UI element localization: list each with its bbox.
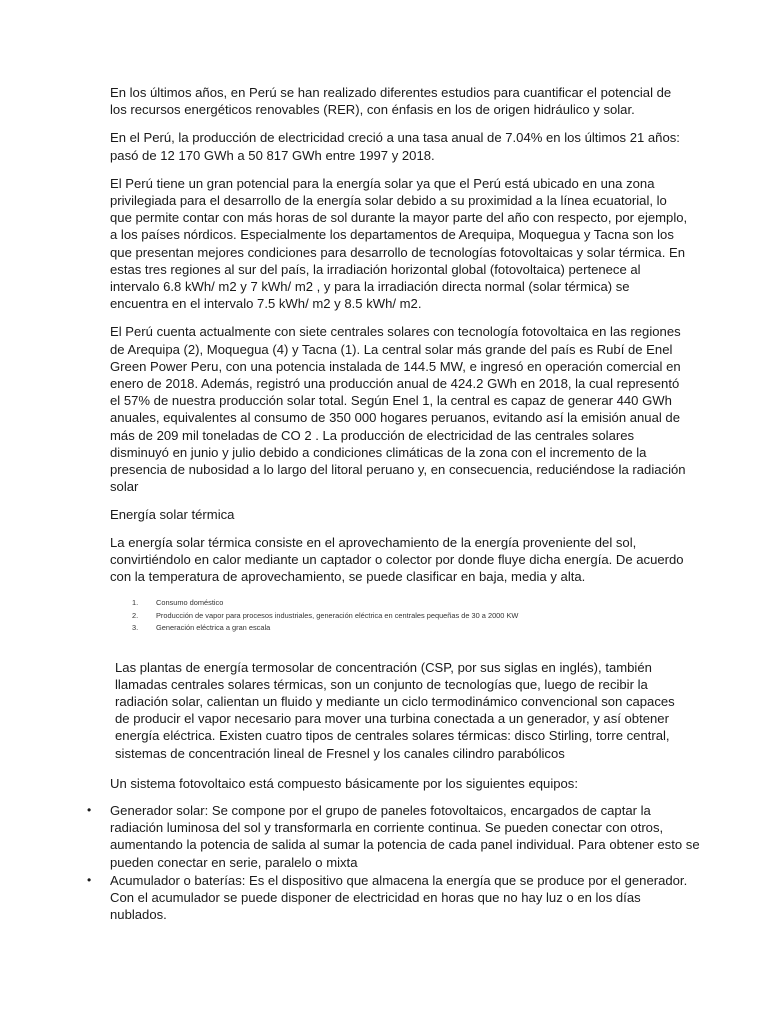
paragraph-solar-thermal: La energía solar térmica consiste en el aprovechamiento de la energía proveniente del sol, convirtiéndolo en calor mediante un captador o colector por donde fluye dicha energía. De acuerdo con la temperatura de aprovechamiento, se puede clasificar en baja, media y alta. <box>110 534 684 585</box>
bullet-icon: • <box>87 802 92 817</box>
bullet-item <box>87 872 700 924</box>
list-number: 1. <box>132 598 139 608</box>
list-item <box>110 610 690 622</box>
list-item-text: Generación eléctrica a gran escala <box>156 623 271 633</box>
paragraph-solar-plants: El Perú cuenta actualmente con siete centrales solares con tecnología fotovoltaica en las regiones de Arequipa (2), Moquegua (4) y Tacna (1). La central solar más grande del país es Rubí de Enel Green Power Peru, con una potencia instalada de 144.5 MW, e ingresó en operación comercial en enero de 2018. Además, registró una producción anual de 424.2 GWh en 2018, la cual representó el 57% de nuestra producción solar total. Según Enel 1, la central es capaz de generar 440 GWh anuales, equivalentes al consumo de 350 000 hogares peruanos, evitando así la emisión anual de más de 209 mil toneladas de CO 2 . La producción de electricidad de las centrales solares disminuyó en junio y julio debido a condiciones climáticas de la zona con el incremento de la presencia de nubosidad a lo largo del litoral peruano y, en consecuencia, reduciéndose la radiación solar <box>110 324 686 495</box>
list-item <box>110 597 690 609</box>
list-item <box>110 622 690 634</box>
csp-block <box>110 659 690 762</box>
bullet-icon: • <box>87 872 92 887</box>
paragraph-csp-plants: Las plantas de energía termosolar de concentración (CSP, por sus siglas en inglés), también llamadas centrales solares térmicas, son un conjunto de tecnologías que, luego de recibir la radiación solar, calientan un fluido y mediante un ciclo termodinámico convencional son capaces de producir el vapor necesario para mover una turbina conectada a un generador, y así obtener energía eléctrica. Existen cuatro tipos de centrales solares térmicas: disco Stirling, torre central, sistemas de concentración lineal de Fresnel y los canales cilindro parabólicos <box>115 659 675 761</box>
pv-equipment-list <box>87 802 700 923</box>
list-item-text: Consumo doméstico <box>156 598 224 608</box>
paragraph-renewable-studies: En los últimos años, en Perú se han realizado diferentes estudios para cuantificar el potencial de los recursos energéticos renovables (RER), con énfasis en los de origen hidráulico y solar. <box>110 85 672 118</box>
list-number: 3. <box>132 623 139 633</box>
paragraph-solar-potential: El Perú tiene un gran potencial para la energía solar ya que el Perú está ubicado en una zona privilegiada para el desarrollo de la energía solar debido a su proximidad a la línea ecuatorial, lo que permite contar con más horas de sol durante la mayor parte del año con respecto, por ejemplo, a los países nórdicos. Especialmente los departamentos de Arequipa, Moquegua y Tacna son los que presentan mejores condiciones para desarrollo de tecnologías fotovoltaicas y solar térmica. En estas tres regiones al sur del país, la irradiación horizontal global (fotovoltaica) pertenece al intervalo 6.8 kWh/ m2 y 7 kWh/ m2 , y para la irradiación directa normal (solar térmica) se encuentra en el intervalo 7.5 kWh/ m2 y 8.5 kWh/ m2. <box>110 175 688 312</box>
document-page <box>87 84 700 924</box>
paragraph-pv-system-intro: Un sistema fotovoltaico está compuesto básicamente por los siguientes equipos: <box>110 775 578 791</box>
list-item-text: Producción de vapor para procesos industriales, generación eléctrica en centrales pequeñas de 30 a 2000 KW <box>156 610 519 620</box>
paragraph-electricity-growth: En el Perú, la producción de electricidad creció a una tasa anual de 7.04% en los últimos 21 años: pasó de 12 170 GWh a 50 817 GWh entre 1997 y 2018. <box>110 130 680 163</box>
bullet-item <box>87 802 700 871</box>
list-number: 2. <box>132 610 139 620</box>
section-heading-solar-thermal: Energía solar térmica <box>110 507 235 523</box>
temperature-classification-list <box>110 597 690 634</box>
bullet-text: Generador solar: Se compone por el grupo de paneles fotovoltaicos, encargados de captar la radiación luminosa del sol y transformarla en corriente continua. Se pueden conectar con otros, aumentando la potencia de salida al sumar la potencia de cada panel individual. Para obtener esto se pueden conectar en serie, paralelo o mixta <box>110 802 700 870</box>
bullet-text: Acumulador o baterías: Es el dispositivo que almacena la energía que se produce por el generador. Con el acumulador se puede disponer de electricidad en horas que no hay luz o en los días nublados. <box>110 872 688 923</box>
